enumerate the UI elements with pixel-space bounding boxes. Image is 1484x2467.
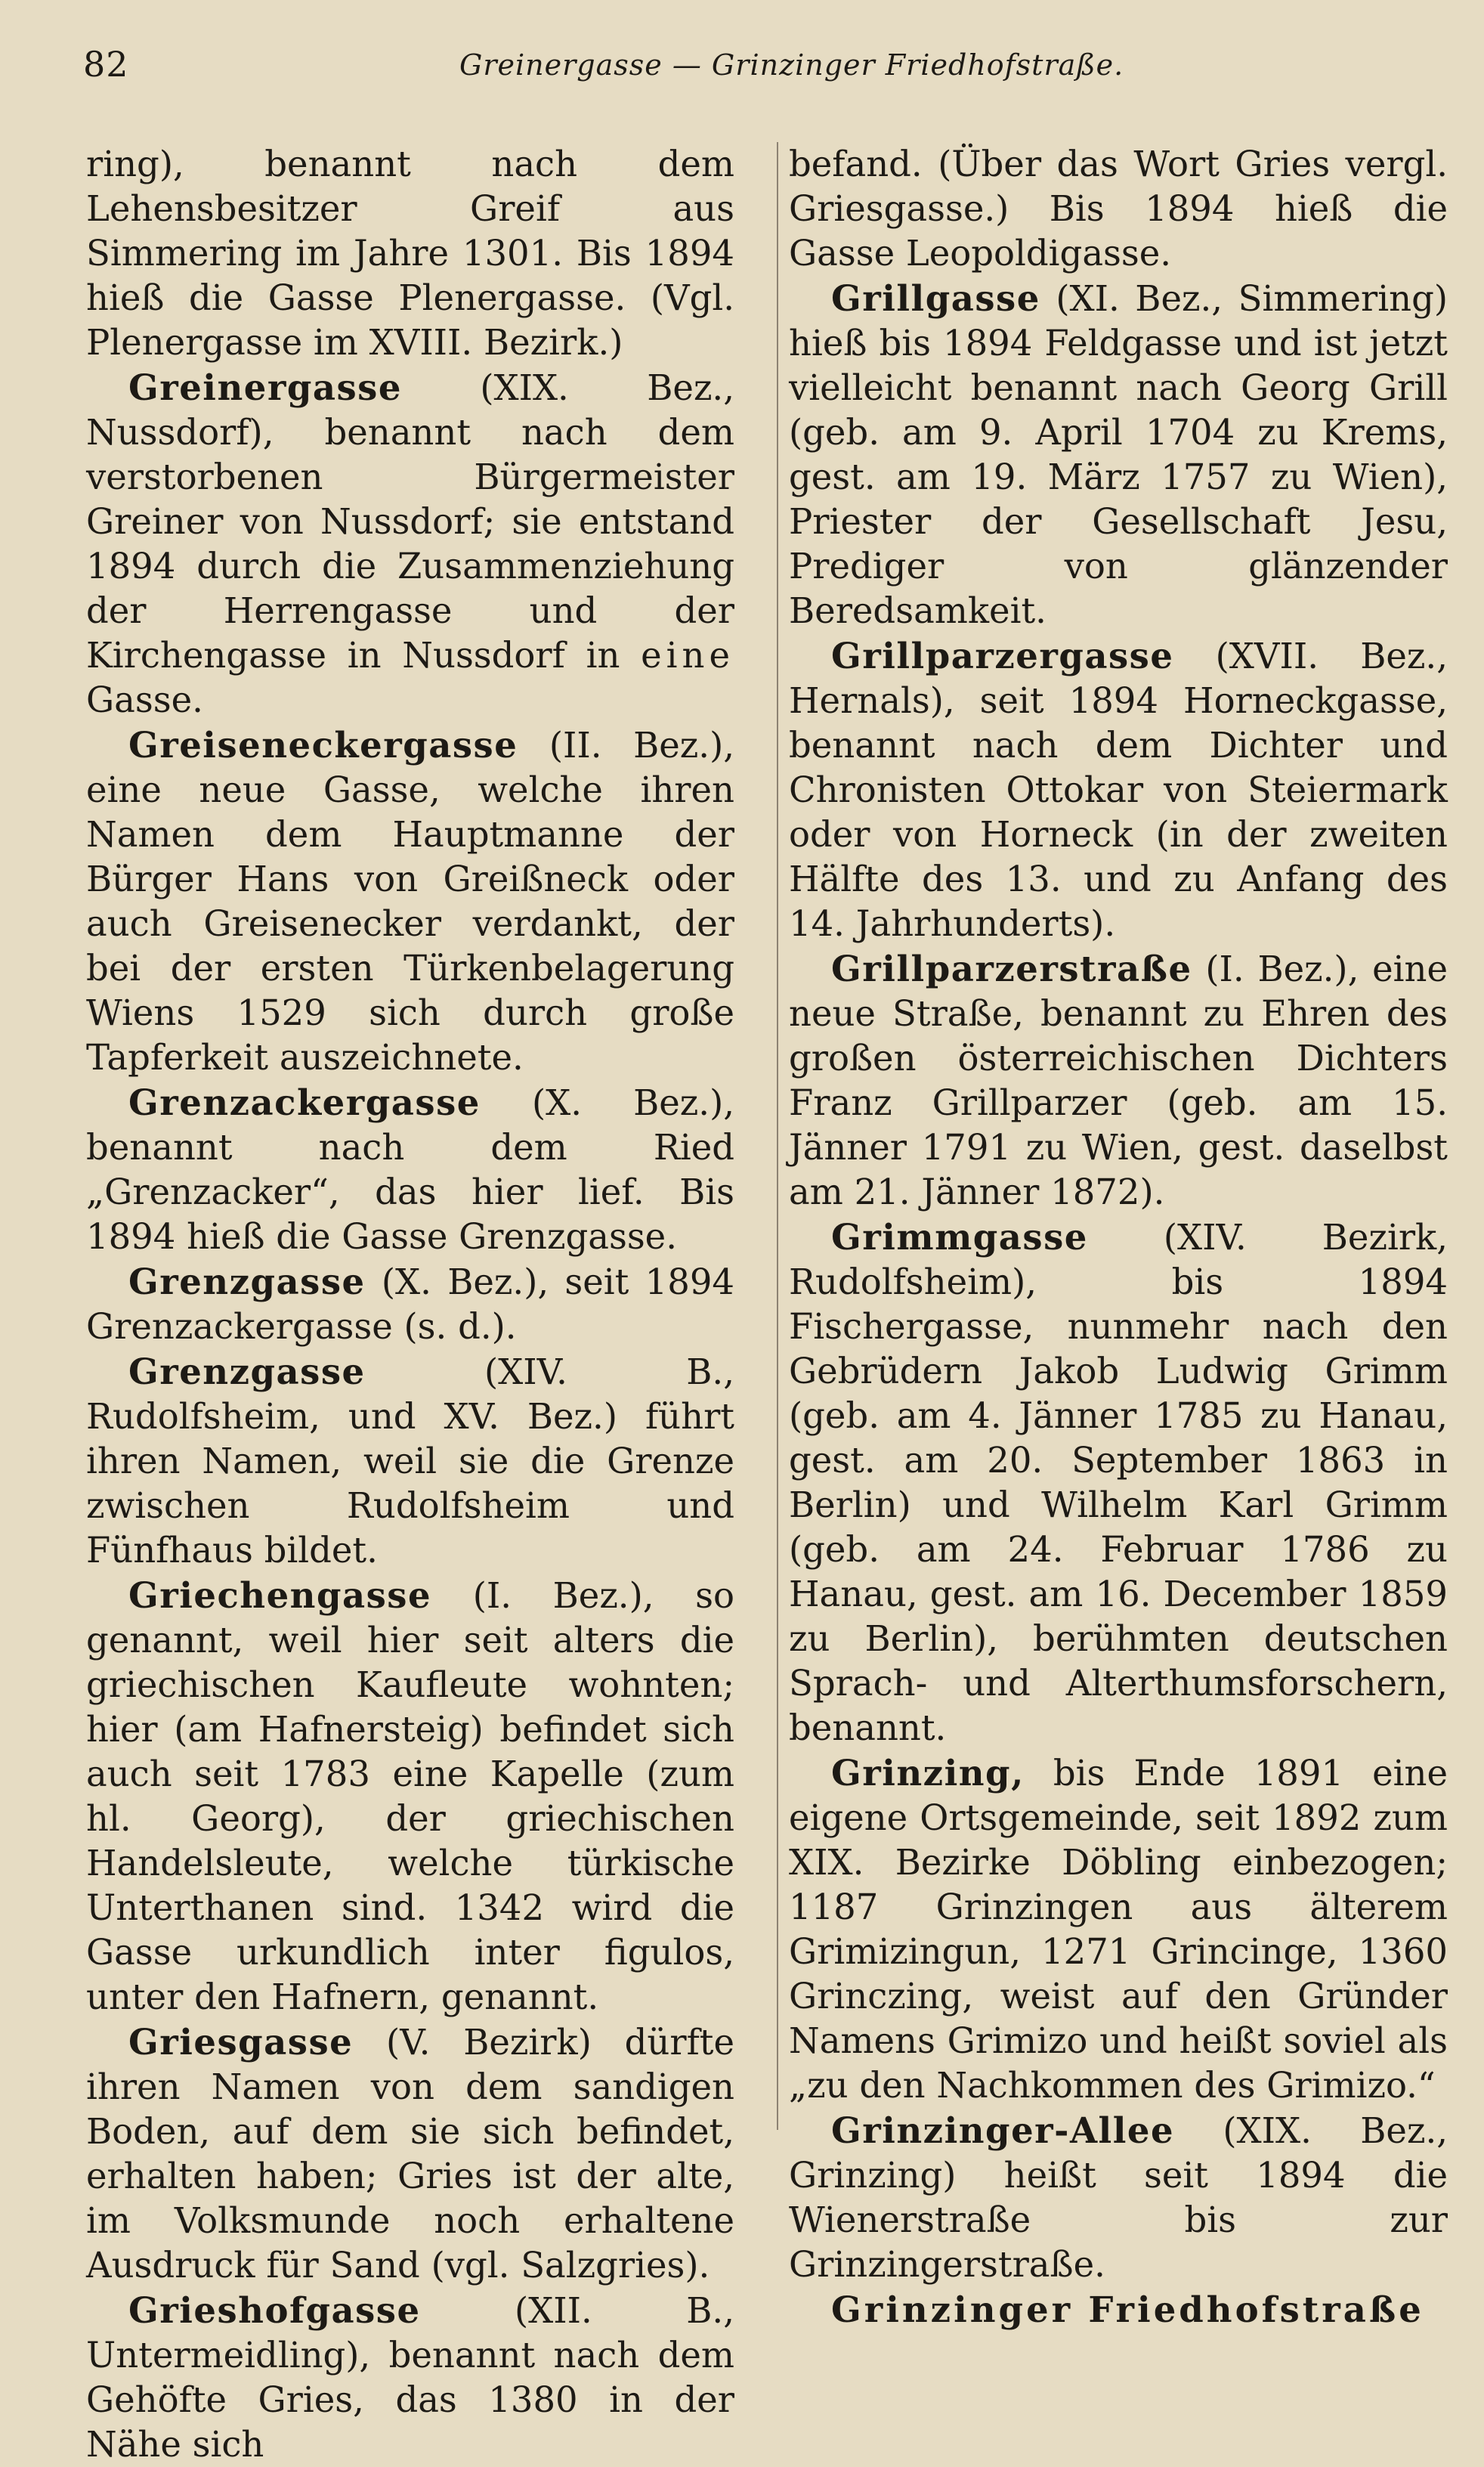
entry-grillparzerstrasse: Grillparzerstraße (I. Bez.), eine neue Straße, benannt zu Ehren des großen österreichischen Dichters Franz Grillparzer (geb. am 15. Jänner 1791 zu Wien, gest. daselbst am 21. Jänner 1872). [789, 948, 1448, 1212]
entry-term: Grinzinger-Allee [831, 2109, 1175, 2151]
entry-grillparzergasse: Grillparzergasse (XVII. Bez., Hernals), seit 1894 Horneckgasse, benannt nach dem Dichter und Chronisten Ottokar von Steiermark oder von Horneck (in der zweiten Hälfte des 13. und zu Anfang des 14. Jahrhunderts). [789, 635, 1448, 944]
entry-term: Grenzgasse [128, 1261, 366, 1302]
entry-grimmgasse: Grimmgasse (XIV. Bezirk, Rudolfsheim), bis 1894 Fischergasse, nunmehr nach den Gebrüdern Jakob Ludwig Grimm (geb. am 4. Jänner 1785 zu Hanau, gest. am 20. September 1863 in Berlin) und Wilhelm Karl Grimm (geb. am 24. Februar 1786 zu Hanau, gest. am 16. December 1859 zu Berlin), berühmten deutschen Sprach- und Alterthumsforschern, benannt. [789, 1216, 1448, 1748]
running-head: Greinergasse — Grinzinger Friedhofstraße. [459, 48, 1124, 82]
entry-grenzackergasse: Grenzackergasse (X. Bez.), benannt nach dem Ried „Grenzacker“, das hier lief. Bis 1894 hieß die Gasse Grenzgasse. [86, 1082, 735, 1257]
left-column [86, 142, 734, 2467]
entry-term: Greinergasse [128, 367, 402, 408]
page-number: 82 [83, 44, 129, 85]
entry-term: Griesgasse [128, 2021, 354, 2063]
entry-term: Griechengasse [128, 1574, 432, 1616]
entry-greiseneckergasse: Greiseneckergasse (II. Bez.), eine neue Gasse, welche ihren Namen dem Hauptmanne der Bürger Hans von Greißneck oder auch Greisenecker verdankt, der bei der ersten Türkenbelagerung Wiens 1529 sich durch große Tapferkeit auszeichnete. [86, 724, 734, 1078]
entry-term: Grillgasse [831, 277, 1040, 319]
entry-term: Grimmgasse [831, 1216, 1088, 1258]
entry-grieshofgasse: Grieshofgasse (XII. B., Untermeidling), benannt nach dem Gehöfte Gries, das 1380 in der Nähe sich [86, 2289, 734, 2465]
entry-grinzinger-allee: Grinzinger-Allee (XIX. Bez., Grinzing) heißt seit 1894 die Wienerstraße bis zur Grinzingerstraße. [789, 2109, 1448, 2285]
entry-term: Grieshofgasse [128, 2289, 421, 2331]
emphasis: eine [641, 635, 735, 676]
entry-grinzing: Grinzing, bis Ende 1891 eine eigene Ortsgemeinde, seit 1892 zum XIX. Bezirke Döbling einbezogen; 1187 Grinzingen aus älterem Grimizingun, 1271 Grincinge, 1360 Grinczing, weist auf den Gründer Namens Grimizo und heißt soviel als „zu den Nachkommen des Grimizo.“ [789, 1752, 1448, 2106]
entry-grenzgasse-x: Grenzgasse (X. Bez.), seit 1894 Grenzackergasse (s. d.). [86, 1261, 734, 1347]
entry-term: Grinzinger Friedhofstraße [831, 2289, 1424, 2330]
entry-term: Grinzing, [831, 1752, 1025, 1794]
entry-term: Grenzackergasse [128, 1082, 481, 1123]
column-divider [777, 142, 778, 2130]
entry-term: Grenzgasse [128, 1351, 366, 1392]
entry-griesgasse: Griesgasse (V. Bezirk) dürfte ihren Namen von dem sandigen Boden, auf dem sie sich befindet, erhalten haben; Gries ist der alte, im Volksmunde noch erhaltene Ausdruck für Sand (vgl. Salzgries). [86, 2021, 735, 2286]
right-column [789, 142, 1448, 2332]
entry-term: Grillparzergasse [831, 635, 1174, 676]
entry-grenzgasse-xiv: Grenzgasse (XIV. B., Rudolfsheim, und XV. Bez.) führt ihren Namen, weil sie die Grenze zwischen Rudolfsheim und Fünfhaus bildet. [86, 1351, 734, 1571]
entry-continuation: ring), benannt nach dem Lehensbesitzer Greif aus Simmering im Jahre 1301. Bis 1894 hieß die Gasse Plenergasse. (Vgl. Plenergasse im XVIII. Bezirk.) [86, 144, 734, 363]
entry-griechengasse: Griechengasse (I. Bez.), so genannt, weil hier seit alters die griechischen Kaufleute wohnten; hier (am Hafnersteig) befindet sich auch seit 1783 eine Kapelle (zum hl. Georg), der griechischen Handelsleute, welche türkische Unterthanen sind. 1342 wird die Gasse urkundlich inter figulos, unter den Hafnern, genannt. [86, 1574, 735, 2017]
entry-continuation: befand. (Über das Wort Gries vergl. Griesgasse.) Bis 1894 hieß die Gasse Leopoldigasse. [789, 144, 1448, 274]
entry-grinzinger-friedhofstrasse [789, 2287, 1448, 2332]
page-header [83, 44, 1484, 89]
entry-grillgasse: Grillgasse (XI. Bez., Simmering) hieß bis 1894 Feldgasse und ist jetzt vielleicht benannt nach Georg Grill (geb. am 9. April 1704 zu Krems, gest. am 19. März 1757 zu Wien), Priester der Gesellschaft Jesu, Prediger von glänzender Beredsamkeit. [789, 277, 1448, 631]
entry-greinergasse: Greinergasse (XIX. Bez., Nussdorf), benannt nach dem verstorbenen Bürgermeister Greiner von Nussdorf; sie entstand 1894 durch die Zusammenziehung der Herrengasse und der Kirchengasse in Nussdorf in eine Gasse. [86, 367, 735, 720]
entry-term: Grillparzerstraße [831, 948, 1192, 989]
entry-term: Greiseneckergasse [128, 724, 518, 766]
